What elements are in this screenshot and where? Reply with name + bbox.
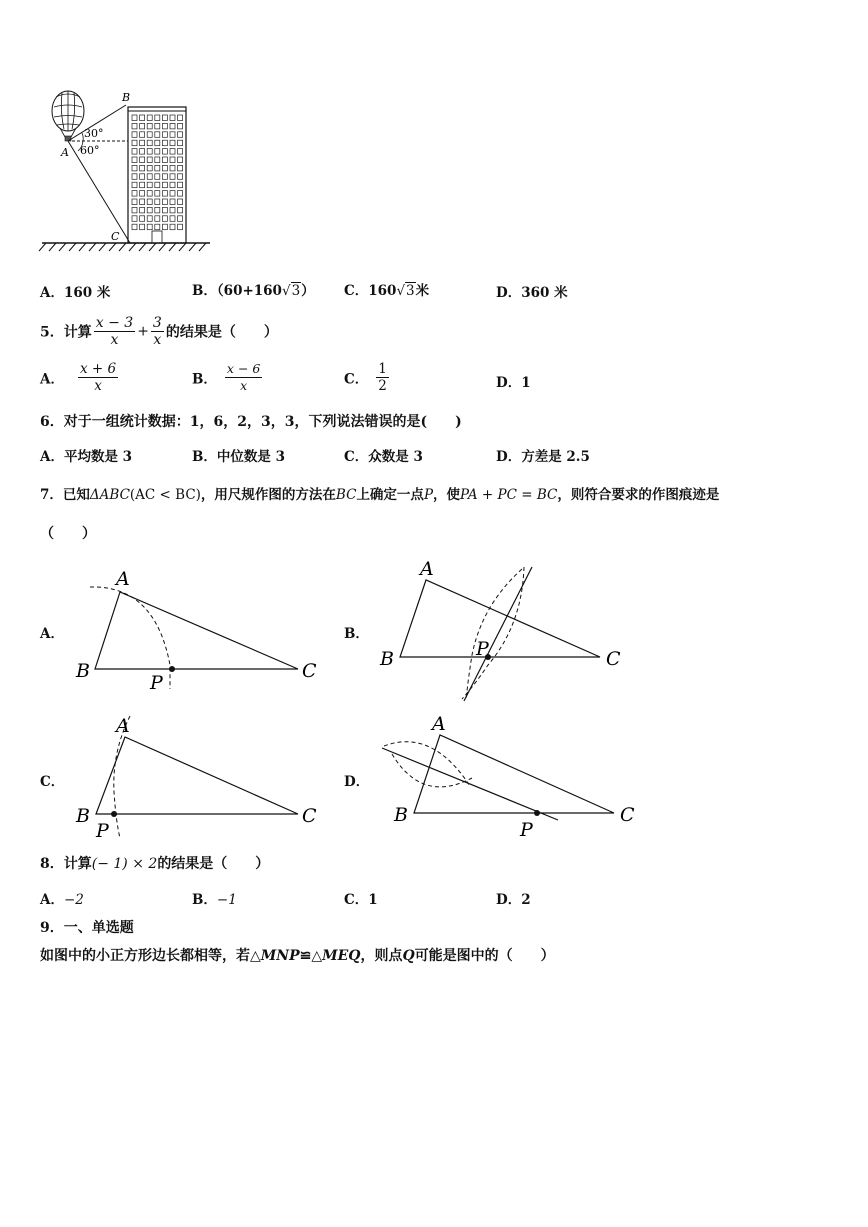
q7-math: ΔABC bbox=[89, 487, 130, 503]
window-icon bbox=[155, 182, 160, 188]
option-fraction bbox=[376, 361, 389, 394]
window-icon bbox=[132, 149, 137, 155]
point-label-b: B bbox=[394, 804, 408, 826]
window-icon bbox=[170, 165, 175, 171]
window-icon bbox=[178, 199, 183, 205]
q6-stem: 6．对于一组统计数据：1，6，2，3，3，下列说法错误的是( ) bbox=[40, 414, 462, 430]
q4-option-d[interactable] bbox=[496, 281, 568, 301]
window-icon bbox=[147, 174, 152, 180]
window-icon bbox=[132, 165, 137, 171]
window-icon bbox=[132, 191, 137, 197]
point-label-b: B bbox=[76, 805, 90, 827]
q7-math: (AC < BC) bbox=[129, 487, 201, 503]
q5-option-d[interactable] bbox=[496, 371, 531, 391]
q9-text: ，则点 bbox=[360, 948, 403, 964]
option-key: D． bbox=[496, 449, 522, 465]
window-icon bbox=[170, 174, 175, 180]
window-icon bbox=[147, 191, 152, 197]
window-icon bbox=[140, 199, 145, 205]
window-icon bbox=[162, 157, 167, 163]
window-icon bbox=[170, 224, 175, 230]
option-text: 中位数是 3 bbox=[216, 449, 286, 465]
option-text: −2 bbox=[63, 892, 84, 908]
window-icon bbox=[132, 157, 137, 163]
numerator: 3 bbox=[152, 315, 162, 331]
option-text-end: ） bbox=[301, 283, 315, 299]
q8-stem bbox=[40, 853, 269, 873]
ground-hatch bbox=[49, 243, 56, 251]
point-label-a: A bbox=[420, 558, 434, 580]
window-icon bbox=[132, 115, 137, 121]
q7-paren: （ ） bbox=[40, 526, 96, 542]
q8-option-a[interactable] bbox=[40, 888, 84, 908]
ground-hatch bbox=[79, 243, 86, 251]
q9-math: MEQ bbox=[322, 948, 361, 964]
window-icon bbox=[178, 132, 183, 138]
ground-hatch bbox=[149, 243, 156, 251]
window-icon bbox=[170, 157, 175, 163]
window-icon bbox=[178, 224, 183, 230]
option-text: 2 bbox=[521, 892, 531, 908]
window-icon bbox=[170, 191, 175, 197]
option-key: B． bbox=[192, 449, 217, 465]
plus-sign: + bbox=[137, 323, 149, 340]
point-label-a: A bbox=[116, 568, 130, 590]
q4-label-b: B bbox=[122, 91, 131, 104]
window-icon bbox=[140, 157, 145, 163]
option-fraction bbox=[78, 361, 118, 394]
q7-text: ，用尺规作图的方法在 bbox=[200, 487, 336, 503]
window-icon bbox=[162, 115, 167, 121]
q9-stem bbox=[40, 945, 555, 965]
window-icon bbox=[162, 191, 167, 197]
option-key: C． bbox=[344, 892, 369, 908]
option-text: 160 米 bbox=[63, 285, 111, 301]
q7-math: BC bbox=[335, 487, 357, 503]
ground-hatch bbox=[109, 243, 116, 251]
window-icon bbox=[155, 140, 160, 146]
window-icon bbox=[147, 207, 152, 213]
ground-hatch bbox=[59, 243, 66, 251]
point-label-c: C bbox=[302, 660, 317, 682]
ground-hatch bbox=[159, 243, 166, 251]
denominator: x bbox=[94, 378, 102, 394]
window-icon bbox=[155, 224, 160, 230]
q7-stem bbox=[40, 483, 719, 503]
window-icon bbox=[140, 182, 145, 188]
q9-math: Q bbox=[402, 948, 415, 964]
denominator: x bbox=[240, 378, 248, 393]
denominator: x bbox=[110, 332, 119, 348]
window-icon bbox=[132, 174, 137, 180]
q6-option-d[interactable] bbox=[496, 445, 590, 465]
window-icon bbox=[178, 182, 183, 188]
window-icon bbox=[155, 207, 160, 213]
q9-title: 9．一、单选题 bbox=[40, 920, 134, 936]
window-icon bbox=[178, 149, 183, 155]
window-icon bbox=[132, 224, 137, 230]
window-icon bbox=[170, 149, 175, 155]
window-icon bbox=[155, 132, 160, 138]
option-text: 众数是 3 bbox=[368, 449, 423, 465]
q4-option-a[interactable] bbox=[40, 281, 110, 301]
q7-figure-d bbox=[372, 708, 642, 843]
option-key: A． bbox=[40, 449, 64, 465]
q8-option-b[interactable] bbox=[192, 888, 237, 908]
q7-text: ，则符合要求的作图痕迹是 bbox=[557, 487, 720, 503]
q7-text: ，使 bbox=[433, 487, 461, 503]
denominator: x bbox=[153, 332, 162, 348]
window-icon bbox=[147, 157, 152, 163]
q5-option-a[interactable] bbox=[40, 361, 120, 394]
option-key: C． bbox=[344, 371, 369, 388]
option-key: A． bbox=[40, 892, 64, 908]
window-icon bbox=[162, 216, 167, 222]
window-icon bbox=[132, 132, 137, 138]
ground-hatch bbox=[139, 243, 146, 251]
window-icon bbox=[140, 165, 145, 171]
window-icon bbox=[147, 216, 152, 222]
q9-text: 可能是图中的（ ） bbox=[414, 948, 555, 964]
option-text: 1 bbox=[368, 892, 378, 908]
window-icon bbox=[170, 115, 175, 121]
option-key: C． bbox=[344, 449, 369, 465]
numerator: x − 3 bbox=[95, 315, 134, 331]
window-icon bbox=[140, 191, 145, 197]
option-key: D． bbox=[496, 375, 522, 391]
point-label-b: B bbox=[76, 660, 90, 682]
building-icon bbox=[128, 107, 186, 243]
option-key: A． bbox=[40, 371, 64, 388]
point-label-a: A bbox=[432, 713, 446, 735]
q7-figure-c bbox=[70, 712, 330, 842]
window-icon bbox=[147, 182, 152, 188]
window-icon bbox=[147, 140, 152, 146]
window-icon bbox=[132, 199, 137, 205]
window-icon bbox=[155, 199, 160, 205]
window-icon bbox=[162, 207, 167, 213]
window-icon bbox=[162, 149, 167, 155]
option-text: 160 bbox=[368, 283, 397, 299]
window-icon bbox=[147, 123, 152, 128]
window-icon bbox=[162, 132, 167, 138]
q8-option-c[interactable] bbox=[344, 888, 378, 908]
ground-hatch bbox=[199, 243, 206, 251]
window-icon bbox=[140, 216, 145, 222]
ground-hatch bbox=[89, 243, 96, 251]
window-icon bbox=[170, 140, 175, 146]
point-label-p: P bbox=[150, 672, 163, 694]
q8-option-d[interactable] bbox=[496, 888, 531, 908]
q7-option-a[interactable]: A． bbox=[40, 626, 64, 642]
option-key: B． bbox=[192, 283, 217, 299]
window-icon bbox=[132, 123, 137, 128]
window-icon bbox=[178, 174, 183, 180]
window-icon bbox=[155, 157, 160, 163]
window-icon bbox=[178, 115, 183, 121]
window-icon bbox=[147, 149, 152, 155]
point-label-a: A bbox=[116, 715, 130, 737]
window-icon bbox=[140, 132, 145, 138]
numerator: x − 6 bbox=[226, 361, 261, 376]
option-text: 方差是 2.5 bbox=[521, 449, 590, 465]
point-label-c: C bbox=[606, 648, 621, 670]
q7-option-c[interactable]: C． bbox=[40, 774, 65, 790]
q6-option-b[interactable] bbox=[192, 445, 285, 465]
option-text: 360 米 bbox=[521, 285, 568, 301]
window-icon bbox=[178, 207, 183, 213]
point-label-p: P bbox=[476, 638, 489, 660]
option-text: 平均数是 3 bbox=[63, 449, 133, 465]
numerator: 1 bbox=[378, 361, 387, 377]
window-icon bbox=[170, 216, 175, 222]
q4-option-b[interactable] bbox=[192, 279, 315, 299]
window-icon bbox=[178, 165, 183, 171]
window-icon bbox=[178, 140, 183, 146]
ground-hatch bbox=[129, 243, 136, 251]
window-icon bbox=[170, 132, 175, 138]
point-label-p: P bbox=[520, 819, 533, 841]
q4-label-c: C bbox=[111, 230, 120, 243]
q5-suffix: 的结果是（ ） bbox=[165, 324, 278, 341]
window-icon bbox=[170, 123, 175, 128]
ground-hatch bbox=[39, 243, 46, 251]
window-icon bbox=[132, 216, 137, 222]
sqrt-radicand: 3 bbox=[291, 283, 301, 299]
window-icon bbox=[132, 207, 137, 213]
window-icon bbox=[140, 140, 145, 146]
window-icon bbox=[155, 123, 160, 128]
q5-option-b[interactable] bbox=[192, 361, 264, 394]
q7-option-d[interactable]: D． bbox=[344, 774, 370, 790]
q9-math: MNP bbox=[260, 948, 300, 964]
q4-angle-30: 30° bbox=[84, 127, 104, 140]
q5-prefix: 5．计算 bbox=[40, 324, 92, 341]
window-icon bbox=[140, 174, 145, 180]
option-key: A． bbox=[40, 285, 64, 301]
q7-text: 7．已知 bbox=[40, 487, 90, 503]
q7-figure-a bbox=[70, 565, 330, 695]
numerator: x + 6 bbox=[79, 361, 117, 377]
q7-text: 上确定一点 bbox=[356, 487, 424, 503]
ground-hatch bbox=[189, 243, 196, 251]
q6-option-c[interactable] bbox=[344, 445, 423, 465]
window-icon bbox=[162, 182, 167, 188]
window-icon bbox=[140, 224, 145, 230]
q9-text: 如图中的小正方形边长都相等，若△ bbox=[40, 948, 261, 964]
option-key: D． bbox=[496, 892, 522, 908]
q5-fraction-2 bbox=[151, 315, 164, 348]
window-icon bbox=[178, 123, 183, 128]
q6-option-a[interactable] bbox=[40, 445, 132, 465]
window-icon bbox=[155, 191, 160, 197]
window-icon bbox=[162, 199, 167, 205]
sqrt-radicand: 3 bbox=[406, 283, 415, 299]
q5-fraction-1 bbox=[94, 315, 135, 348]
window-icon bbox=[140, 207, 145, 213]
ground-hatch bbox=[119, 243, 126, 251]
window-icon bbox=[178, 157, 183, 163]
window-icon bbox=[140, 149, 145, 155]
window-icon bbox=[170, 199, 175, 205]
window-icon bbox=[147, 165, 152, 171]
q8-text: 8．计算 bbox=[40, 856, 92, 872]
window-icon bbox=[155, 165, 160, 171]
option-key: C． bbox=[344, 283, 369, 299]
window-icon bbox=[170, 207, 175, 213]
ground-hatch bbox=[179, 243, 186, 251]
q4-label-a: A bbox=[61, 146, 69, 159]
window-icon bbox=[178, 216, 183, 222]
option-key: B． bbox=[192, 892, 217, 908]
q7-option-b[interactable]: B． bbox=[344, 626, 369, 642]
window-icon bbox=[162, 224, 167, 230]
option-key: D． bbox=[496, 285, 522, 301]
option-key: B． bbox=[192, 371, 217, 388]
ground-hatch bbox=[69, 243, 76, 251]
point-label-p: P bbox=[96, 820, 109, 842]
option-text: 1 bbox=[521, 375, 531, 391]
q8-expression: (− 1) × 2 bbox=[91, 856, 158, 872]
sqrt-sign: √ bbox=[281, 283, 291, 299]
denominator: 2 bbox=[378, 378, 387, 394]
window-icon bbox=[162, 140, 167, 146]
q4-figure bbox=[38, 85, 218, 255]
window-icon bbox=[140, 115, 145, 121]
window-icon bbox=[155, 216, 160, 222]
window-icon bbox=[132, 140, 137, 146]
point-label-b: B bbox=[380, 648, 394, 670]
window-icon bbox=[155, 174, 160, 180]
q5-stem bbox=[40, 315, 278, 348]
window-icon bbox=[155, 115, 160, 121]
option-fraction bbox=[225, 361, 262, 394]
window-icon bbox=[162, 165, 167, 171]
window-icon bbox=[170, 182, 175, 188]
option-text: −1 bbox=[216, 892, 237, 908]
window-icon bbox=[140, 123, 145, 128]
q9-text: ≌△ bbox=[299, 948, 323, 964]
window-icon bbox=[162, 123, 167, 128]
window-icon bbox=[162, 174, 167, 180]
sqrt-sign: √ bbox=[396, 283, 406, 299]
window-icon bbox=[178, 191, 183, 197]
q7-figure-b bbox=[372, 555, 642, 705]
window-icon bbox=[147, 224, 152, 230]
window-icon bbox=[155, 149, 160, 155]
point-label-c: C bbox=[302, 805, 317, 827]
point-label-c: C bbox=[620, 804, 635, 826]
window-icon bbox=[147, 132, 152, 138]
q8-text: 的结果是（ ） bbox=[157, 856, 270, 872]
option-text-end: 米 bbox=[415, 283, 430, 299]
q4-option-c[interactable] bbox=[344, 279, 429, 299]
window-icon bbox=[147, 115, 152, 121]
q4-angle-60: 60° bbox=[80, 144, 100, 157]
window-icon bbox=[132, 182, 137, 188]
window-icon bbox=[147, 199, 152, 205]
q7-math: PA + PC = BC bbox=[460, 487, 558, 503]
ground-hatch bbox=[99, 243, 106, 251]
ground-hatch bbox=[169, 243, 176, 251]
option-text: （60+160 bbox=[216, 283, 282, 299]
q7-math: P bbox=[423, 487, 434, 503]
q5-option-c[interactable] bbox=[344, 361, 391, 394]
